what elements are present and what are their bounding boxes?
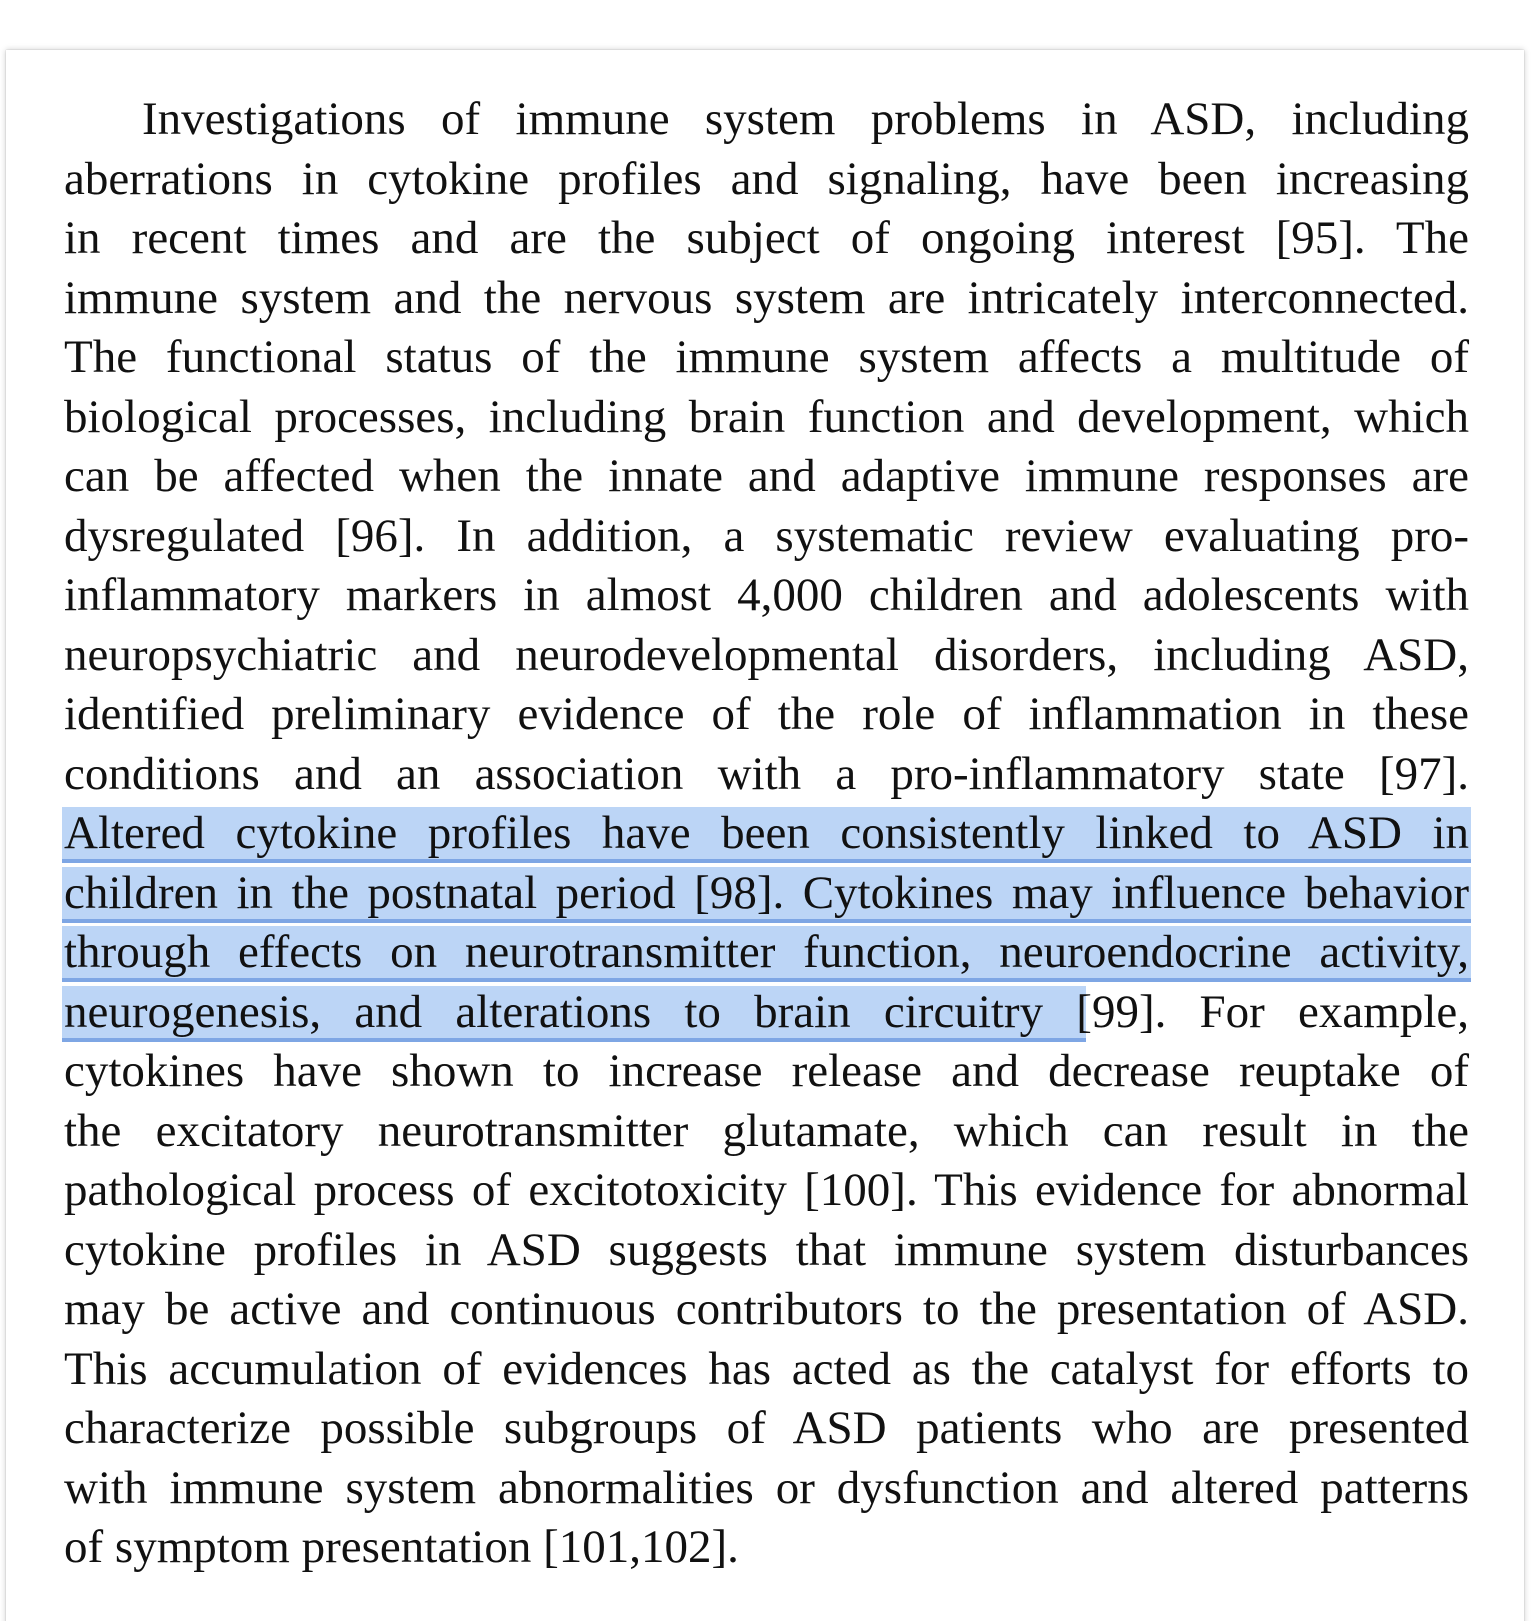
text-line: biological processes, including brain function and development, which: [64, 390, 1469, 443]
text-line: of symptom presentation [101,102].: [64, 1521, 739, 1573]
text-line: dysregulated [96]. In addition, a systematic review evaluating pro-: [64, 509, 1469, 562]
text-line: This accumulation of evidences has acted as the catalyst for efforts to: [64, 1342, 1469, 1395]
text-line: aberrations in cytokine profiles and signaling, have been increasing: [64, 152, 1469, 205]
text-line: The functional status of the immune system affects a multitude of: [64, 331, 1469, 383]
text-line: may be active and continuous contributors to the presentation of ASD.: [64, 1283, 1469, 1335]
text-line: inflammatory markers in almost 4,000 children and adolescents with: [64, 569, 1469, 621]
highlighted-text-line[interactable]: neurogenesis, and alterations to brain circuitry [99]. For example,: [64, 983, 1469, 1043]
text-line: Investigations of immune system problems in ASD, including: [142, 93, 1469, 145]
text-line: cytokines have shown to increase release and decrease reuptake of: [64, 1045, 1469, 1097]
document-page: [6, 50, 1524, 1621]
text-line: the excitatory neurotransmitter glutamate, which can result in the: [64, 1104, 1469, 1157]
text-line: in recent times and are the subject of ongoing interest [95]. The: [64, 212, 1469, 264]
text-line: with immune system abnormalities or dysfunction and altered patterns: [64, 1461, 1469, 1514]
text-line: identified preliminary evidence of the role of inflammation in these: [64, 688, 1469, 740]
highlighted-text-line[interactable]: through effects on neurotransmitter function, neuroendocrine activity,: [64, 923, 1469, 983]
text-line: neuropsychiatric and neurodevelopmental disorders, including ASD,: [64, 628, 1469, 681]
text-line: pathological process of excitotoxicity [100]. This evidence for abnormal: [64, 1164, 1469, 1216]
highlighted-text-line[interactable]: children in the postnatal period [98]. Cytokines may influence behavior: [64, 864, 1469, 924]
text-line: characterize possible subgroups of ASD patients who are presented: [64, 1402, 1469, 1454]
paragraph[interactable]: [64, 90, 1469, 1578]
highlighted-text-line[interactable]: Altered cytokine profiles have been consistently linked to ASD in: [64, 804, 1469, 864]
text-line: can be affected when the innate and adaptive immune responses are: [64, 450, 1469, 502]
text-line: immune system and the nervous system are intricately interconnected.: [64, 271, 1469, 324]
text-line: cytokine profiles in ASD suggests that immune system disturbances: [64, 1223, 1469, 1276]
text-line: conditions and an association with a pro-inflammatory state [97].: [64, 747, 1469, 800]
